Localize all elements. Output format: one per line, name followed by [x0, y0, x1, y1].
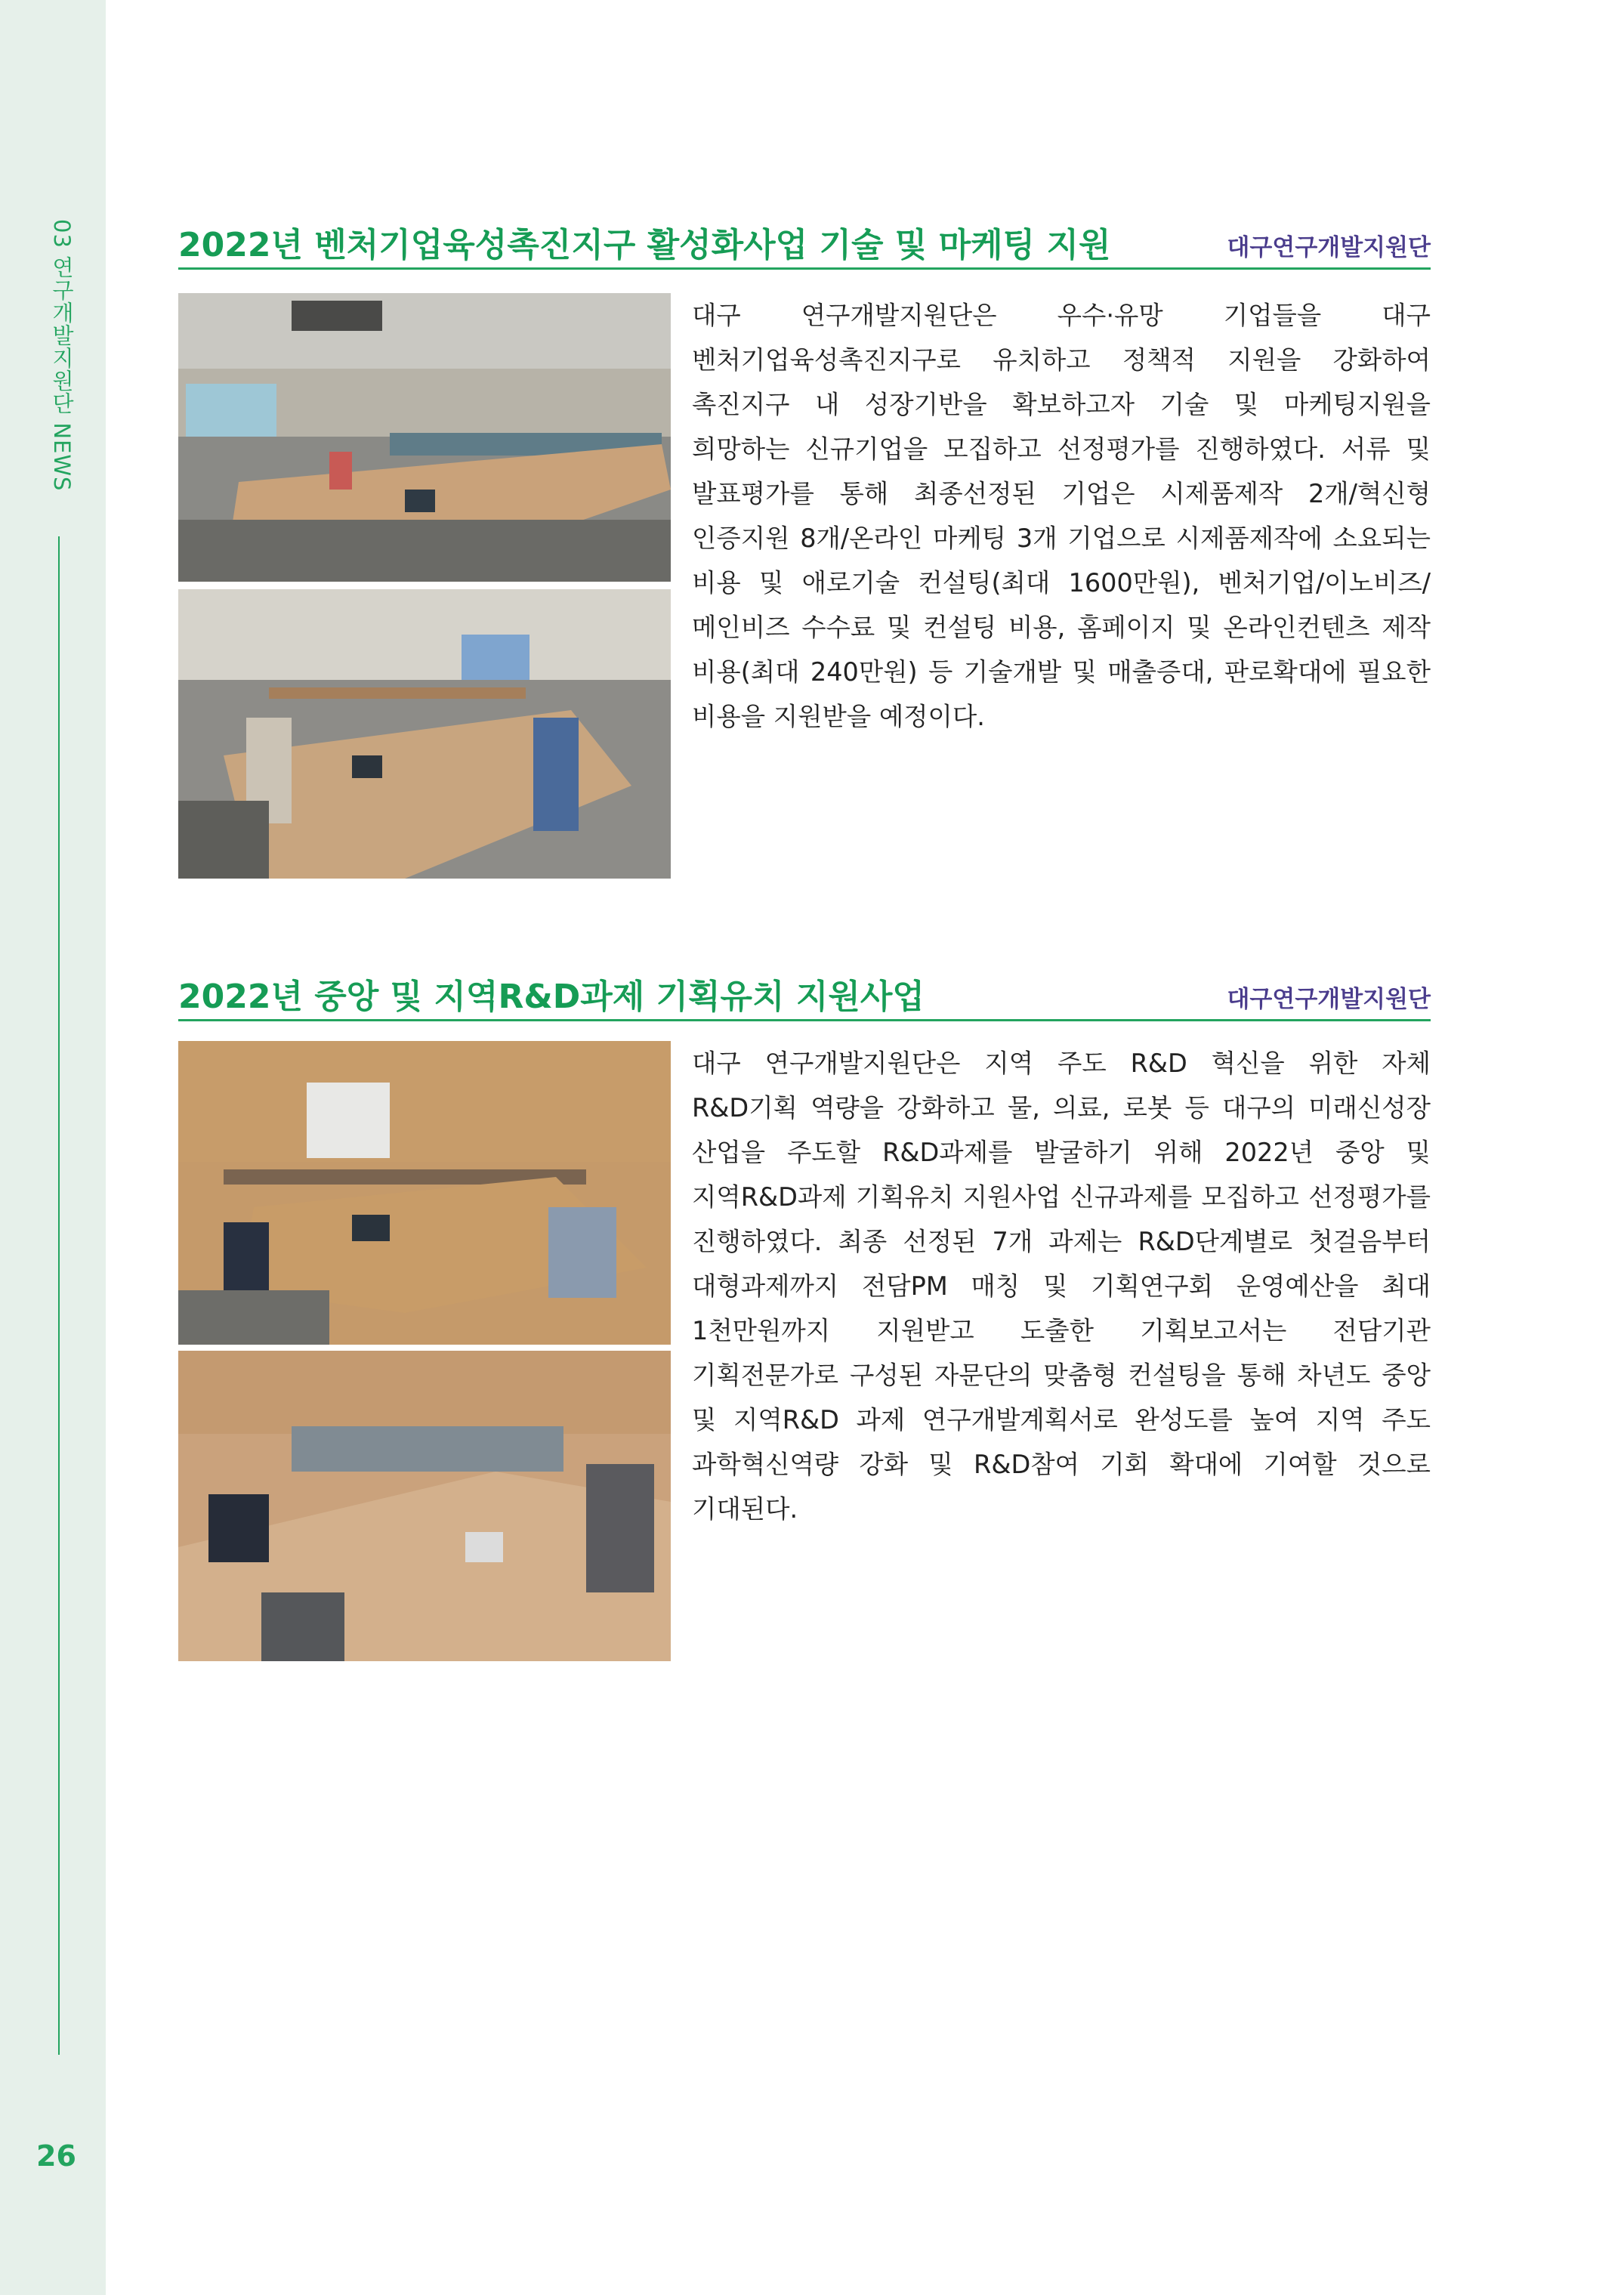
- section-label: 03 연구개발지원단 NEWS: [49, 219, 75, 492]
- article-body: 대구 연구개발지원단은 우수·유망 기업들을 대구 벤처기업육성촉진지구로 유치하고 정책적 지원을 강화하여 촉진지구 내 성장기반을 확보하고자 기술 및 마케팅지원을 희망하는 신규기업을 모집하고 선정평가를 진행하였다. 서류 및 발표평가를 통해 최종선정된 기업은 시제품제작 2개/혁신형 인증지원 8개/온라인 마케팅 3개 기업으로 시제품제작에 소요되는 비용 및 애로기술 컨설팅(최대 1600만원), 벤처기업/이노비즈/메인비즈 수수료 및 컨설팅 비용, 홈페이지 및 온라인컨텐츠 제작 비용(최대 240만원) 등 기술개발 및 매출증대, 판로확대에 필요한 비용을 지원받을 예정이다.: [692, 301, 1431, 731]
- article-header: [178, 963, 1431, 1021]
- article-body: 대구 연구개발지원단은 지역 주도 R&D 혁신을 위한 자체 R&D기획 역량을 강화하고 물, 의료, 로봇 등 대구의 미래신성장 산업을 주도할 R&D과제를 발굴하기 위해 2022년 중앙 및 지역R&D과제 기획유치 지원사업 신규과제를 모집하고 선정평가를 진행하였다. 최종 선정된 7개 과제는 R&D단계별로 첫걸음부터 대형과제까지 전담PM 매칭 및 기획연구회 운영예산을 최대 1천만원까지 지원받고 도출한 기획보고서는 전담기관 기획전문가로 구성된 자문단의 맞춤형 컨설팅을 통해 차년도 중앙 및 지역R&D 과제 연구개발계획서로 완성도를 높여 지역 주도 과학혁신역량 강화 및 R&D참여 기회 확대에 기여할 것으로 기대된다.: [692, 1049, 1431, 1524]
- sidebar: [0, 0, 106, 2295]
- article-organization: 대구연구개발지원단: [1227, 234, 1431, 261]
- article-2: [178, 963, 1431, 1524]
- meeting-photo: [178, 589, 671, 879]
- article-1: [178, 212, 1431, 731]
- sidebar-divider: [58, 536, 60, 2055]
- article-organization: 대구연구개발지원단: [1227, 986, 1431, 1013]
- meeting-photo: [178, 1351, 671, 1661]
- page-number: 26: [36, 2139, 76, 2173]
- article-header: [178, 212, 1431, 270]
- article-title: 2022년 중앙 및 지역R&D과제 기획유치 지원사업: [178, 978, 925, 1016]
- meeting-photo: [178, 1041, 671, 1345]
- meeting-photo: [178, 293, 671, 582]
- article-title: 2022년 벤처기업육성촉진지구 활성화사업 기술 및 마케팅 지원: [178, 226, 1111, 264]
